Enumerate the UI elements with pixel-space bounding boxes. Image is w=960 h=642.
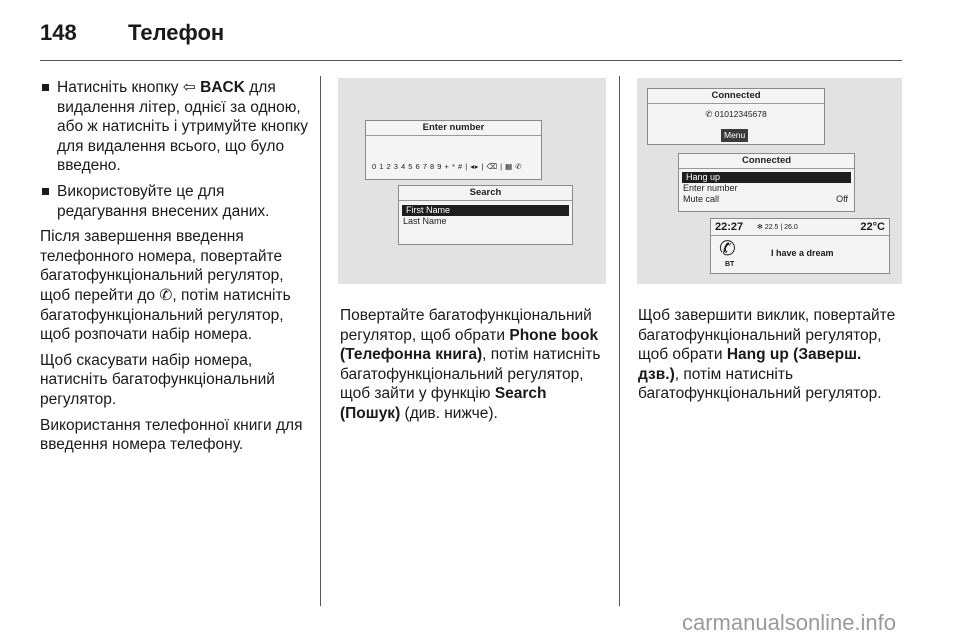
outside-temperature: 22°C <box>860 221 885 233</box>
paragraph-phonebook-select: Повертайте багатофункціональний регулятор, щоб обрати Phone book (Телефонна книга), потім натисніть багатофункціональний регулятор, щоб зайти у функцію Search (Пошук) (див. нижче). <box>340 307 601 422</box>
page-title: Телефон <box>128 20 225 45</box>
screen-title: Connected <box>648 89 824 104</box>
screen-title: Enter number <box>366 121 541 136</box>
column-left <box>40 78 308 461</box>
hang-up-label: Hang up (Заверш. дзв.) <box>638 346 862 383</box>
menu-item-mute-call: Mute call Off <box>683 194 848 204</box>
gear-icon: ✻ <box>757 224 765 231</box>
call-menu-screen <box>678 153 855 212</box>
digit-row: 0 1 2 3 4 5 6 7 8 9 + * # | ◂▸ | ⌫ | ▦ ✆ <box>372 162 523 171</box>
bullet-back <box>40 78 308 176</box>
phone-book-label: Phone book (Телефонна книга) <box>340 326 599 364</box>
menu-item-last-name: Last Name <box>403 216 447 226</box>
menu-button: Menu <box>721 129 748 142</box>
bullet-square <box>42 188 49 195</box>
bullet-text: для видалення літер, однієї за одною, або ж натисніть і утримуйте кнопку для видалення всього, що було введено. <box>57 79 308 175</box>
song-title: I have a dream <box>771 248 834 258</box>
handset-icon: ✆ <box>719 238 736 260</box>
bt-label: BT <box>725 261 735 268</box>
page-number: 148 <box>40 20 77 45</box>
paragraph-cancel: Щоб скасувати набір номера, натисніть багатофункціональний регулятор. <box>40 351 275 408</box>
menu-item-first-name: First Name <box>402 205 569 216</box>
search-screen <box>398 185 573 245</box>
paragraph-hang-up: Щоб завершити виклик, повертайте багатофункціональний регулятор, щоб обрати Hang up (Заверш. дзв.), потім натисніть багатофункціональний регулятор. <box>638 307 896 403</box>
column-divider-1 <box>320 76 321 606</box>
figure-enter-number <box>338 78 606 284</box>
bullet-text: Натисніть кнопку <box>57 79 183 96</box>
screen-title: Search <box>399 186 572 201</box>
back-arrow-icon: ⇦ <box>182 79 196 96</box>
back-key-label: BACK <box>200 79 245 96</box>
watermark: carmanualsonline.info <box>682 610 897 635</box>
search-label: Search (Пошук) <box>340 385 547 422</box>
clock: 22:27 <box>715 221 744 233</box>
page-header <box>40 14 902 58</box>
menu-item-hang-up: Hang up <box>682 172 851 183</box>
header-divider <box>40 60 902 61</box>
mute-value: Off <box>836 194 848 204</box>
status-divider <box>711 235 889 236</box>
enter-number-screen <box>365 120 542 180</box>
paragraph-phonebook: Використання телефонної книги для введення номера телефону. <box>40 416 303 454</box>
menu-item-enter-number: Enter number <box>683 183 738 193</box>
column-divider-2 <box>619 76 620 606</box>
status-screen <box>710 218 890 274</box>
paragraph-dial: Після завершення введення телефонного номера, повертайте багатофункціональний регулятор, щоб перейти до ✆, потім натисніть багатофункціональний регулятор, щоб розпочати набір номера. <box>40 228 291 344</box>
phone-icon: ✆ <box>159 286 173 304</box>
bullet-edit <box>40 182 308 221</box>
figure-connected <box>637 78 902 284</box>
column-middle-text <box>340 306 608 430</box>
connected-screen <box>647 88 825 145</box>
bullet-text: Використовуйте це для редагування внесених даних. <box>57 182 270 220</box>
call-number: ✆ 01012345678 <box>705 109 767 119</box>
column-right-text <box>638 306 906 410</box>
bullet-square <box>42 84 49 91</box>
phone-icon: ✆ <box>705 109 715 119</box>
climate-left: ✻ 22.5 | 26.0 <box>757 224 798 231</box>
screen-title: Connected <box>679 154 854 169</box>
